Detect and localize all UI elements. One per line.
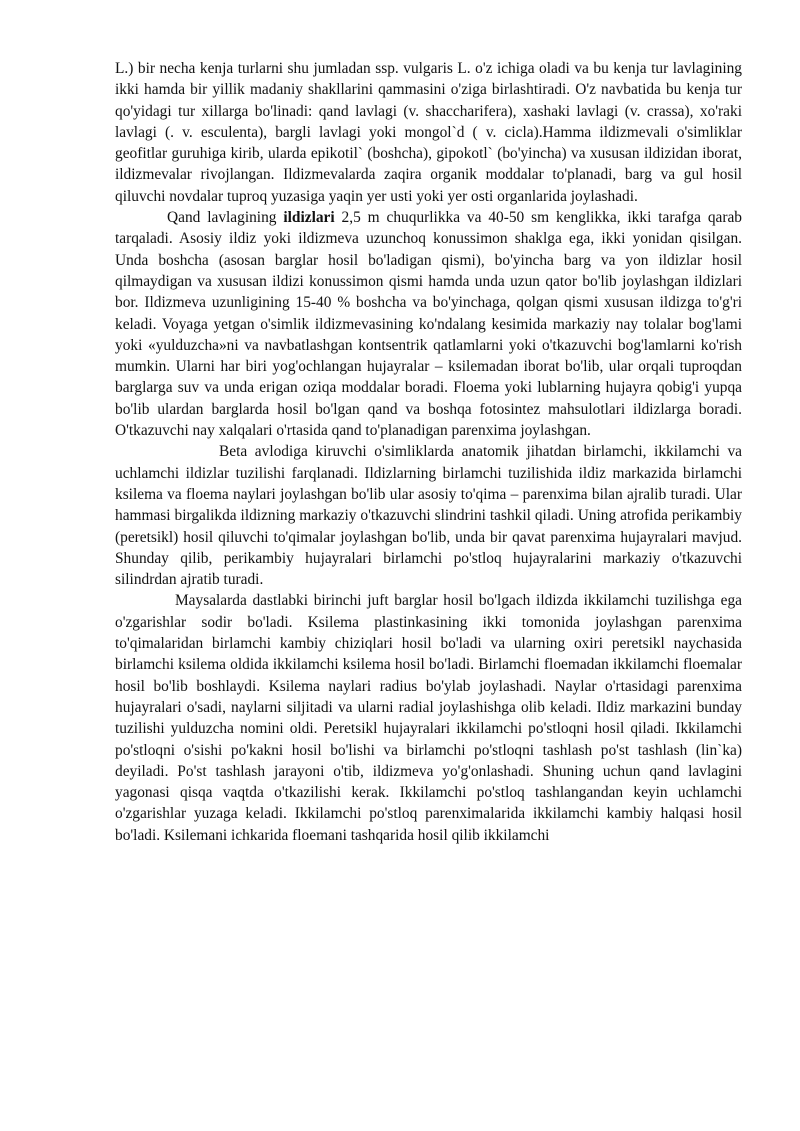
paragraph-3: Beta avlodiga kiruvchi o'simliklarda anatomik jihatdan birlamchi, ikkilamchi va uchlamchi ildizlar tuzilishi farqlanadi. Ildizlarning birlamchi tuzilishida ildiz markazida birlamchi ksilema va floema naylari joylashgan bo'lib ular asosiy to'qima – parenxima bilan ajralib turadi. Ular hammasi birgalikda ildizning markaziy o'tkazuvchi slindrini tashkil qiladi. Uning atrofida perikambiy (peretsikl) hosil qiluvchi to'qimalar joylashgan bo'lib, unda bir qavat parenxima hujayralari mavjud. Shunday qilib, perikambiy hujayralari birlamchi po'stloq hujayralarini markaziy o'tkazuvchi silindrdan ajratib turadi. [115,443,742,589]
bold-term-ildizlari: ildizlari [283,209,335,227]
paragraph-4: Maysalarda dastlabki birinchi juft barglar hosil bo'lgach ildizda ikkilamchi tuzilishga ega o'zgarishlar sodir bo'ladi. Ksilema plastinkasining ikki tomonida joylashgan parenxima to'qimalaridan birlamchi kambiy chiziqlari hosil bo'ladi va ularning oxiri peretsikl naychasida birlamchi ksilema oldida ikkilamchi ksilema hosil bo'ladi. Birlamchi floemadan ikkilamchi floemalar hosil bo'lib boshlaydi. Ksilema naylari radius bo'ylab joylashadi. Naylar o'rtasidagi parenxima hujayralari o'sadi, naylarni siljitadi va ularni radial joylashishga olib keladi. Ildiz markazini bunday tuzilishi yulduzcha nomini oldi. Peretsikl hujayralari ikkilamchi po'stloqni hosil qiladi. Ikkilamchi po'stloqni o'sishi po'kakni hosil bo'lishi va birlamchi po'stloqni tashlash po'st tashlash (lin`ka) deyiladi. Po'st tashlash jarayoni o'tib, ildizmeva yo'g'onlashadi. Shuning uchun qand lavlagini yagonasi qisqa vaqtda o'tkazilishi kerak. Ikkilamchi po'stloq tashlangandan keyin uchlamchi o'zgarishlar yuzaga keladi. Ikkilamchi po'stloq parenximalarida ikkilamchi kambiy halqasi hosil bo'ladi. Ksilemani ichkarida floemani tashqarida hosil qilib ikkilamchi [115,592,742,844]
paragraph-1: L.) bir necha kenja turlarni shu jumladan ssp. vulgaris L. o'z ichiga oladi va bu kenja tur lavlagining ikki hamda bir yillik madaniy shakllarini qammasini o'ziga birlashtiradi. O'z navbatida bu kenja tur qo'yidagi tur xillarga bo'linadi: qand lavlagi (v. shaccharifera), xashaki lavlagi (v. crassa), xo'raki lavlagi (. v. esculenta), bargli lavlagi yoki mongol`d ( v. cicla).Hamma ildizmevali o'simliklar geofitlar guruhiga kirib, ularda epikotil` (boshcha), gipokotl` (bo'yincha) va xususan ildizidan iborat, ildizmevalar rivojlangan. Ildizmevalarda zaqira organik moddalar to'planadi, barg va gul hosil qiluvchi novdalar tuproq yuzasiga yaqin yer usti yoki yer osti organlarida joylashadi. [115,60,742,205]
paragraph-2-lead: Qand lavlagining [167,209,284,227]
paragraph-2-body: 2,5 m chuqurlikka va 40-50 sm kenglikka, ikki tarafga qarab tarqaladi. Asosiy ildiz yoki ildizmeva uzunchoq konussimon shaklga ega, ikki yonidan qisilgan. Unda boshcha (asosan barglar hosil bo'ladigan qismi), bo'yincha barg va yon ildizlar hosil qilmaydigan va xususan ildizi konussimon qismi hamda unda uzun qator bo'lib joylashgan ildizlari bor. Ildizmeva uzunligining 15-40 % boshcha va bo'yinchaga, qolgan qismi xususan ildizga to'g'ri keladi. Voyaga yetgan o'simlik ildizmevasining ko'ndalang kesimida markaziy nay tolalar bog'lami yoki «yulduzcha»ni va navbatlashgan kontsentrik qatlamlarni yoki o'tkazuvchi bog'lamlarni ko'rish mumkin. Ularni har biri yog'ochlangan hujayralar – ksilemadan iborat bo'lib, ular orqali tuproqdan barglarga suv va unda erigan oziqa moddalar boradi. Floema yoki lublarning hujayra qobig'i yupqa bo'lib ulardan barglarda hosil bo'lgan qand va boshqa fotosintez mahsulotlari ildizlarga boradi. O'tkazuvchi nay xalqalari o'rtasida qand to'planadigan parenxima joylashgan. [115,209,743,440]
document-page [115,58,742,846]
paragraph-2 [115,207,742,441]
